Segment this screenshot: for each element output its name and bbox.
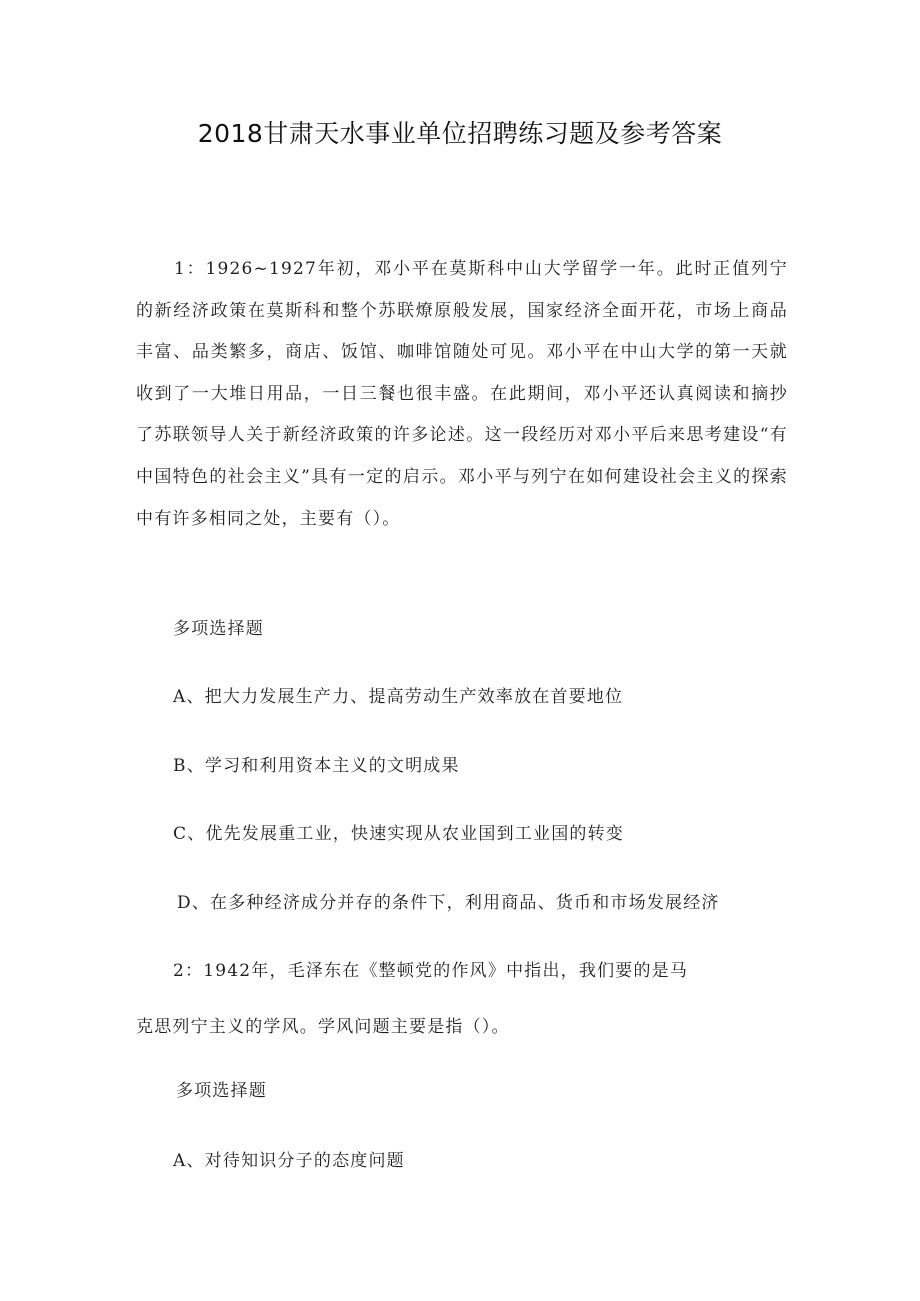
question-1-option-a: A、把大力发展生产力、提高劳动生产效率放在首要地位 bbox=[173, 687, 624, 707]
question-1-option-c: C、优先发展重工业，快速实现从农业国到工业国的转变 bbox=[173, 824, 625, 844]
question-2-option-a: A、对待知识分子的态度问题 bbox=[173, 1151, 405, 1171]
question-2-type: 多项选择题 bbox=[176, 1081, 267, 1101]
question-2-stem-line-2: 克思列宁主义的学风。学风问题主要是指（）。 bbox=[136, 1017, 510, 1037]
question-2-stem-line-1: 2：1942年，毛泽东在《整顿党的作风》中指出，我们要的是马 bbox=[173, 961, 689, 981]
question-1-option-d: D、在多种经济成分并存的条件下，利用商品、货币和市场发展经济 bbox=[177, 893, 720, 913]
question-1-stem: 1：1926~1927年初，邓小平在莫斯科中山大学留学一年。此时正值列宁的新经济政策在莫斯科和整个苏联燎原般发展，国家经济全面开花，市场上商品丰富、品类繁多，商店、饭馆、咖啡馆随处可见。邓小平在中山大学的第一天就收到了一大堆日用品，一日三餐也很丰盛。在此期间，邓小平还认真阅读和摘抄了苏联领导人关于新经济政策的许多论述。这一段经历对邓小平后来思考建设“有中国特色的社会主义”具有一定的启示。邓小平与列宁在如何建设社会主义的探索中有许多相同之处，主要有（）。 bbox=[136, 259, 788, 529]
question-1-type: 多项选择题 bbox=[173, 619, 264, 639]
document-title: 2018甘肃天水事业单位招聘练习题及参考答案 bbox=[197, 119, 723, 148]
question-1-option-b: B、学习和利用资本主义的文明成果 bbox=[173, 756, 460, 776]
